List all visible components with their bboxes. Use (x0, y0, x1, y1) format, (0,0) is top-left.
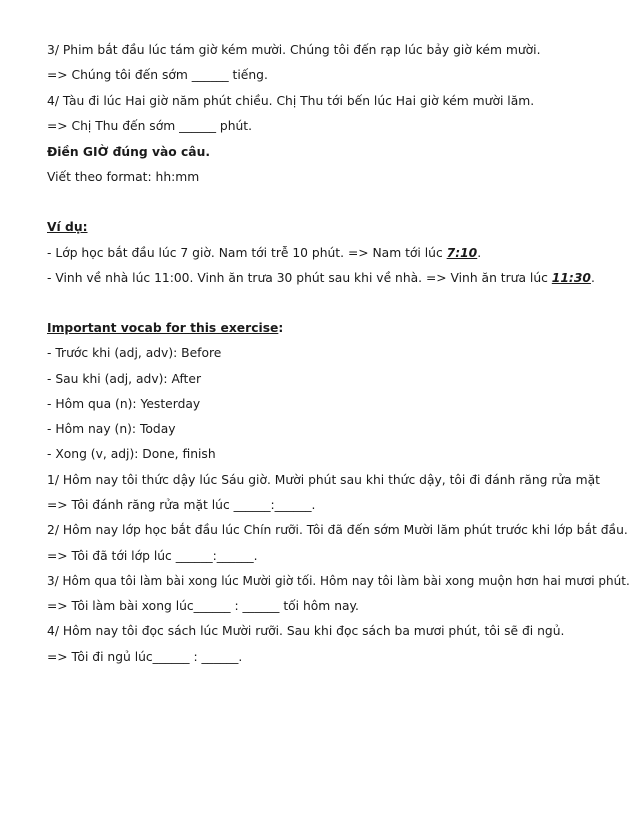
answer-line: => Tôi đã tới lớp lúc ______:______. (47, 549, 258, 563)
example-heading: Ví dụ: (47, 220, 88, 234)
answer-line: => Tôi làm bài xong lúc______ : ______ tối hôm nay. (47, 599, 359, 613)
question-4-answer-line: => Chị Thu đến sớm ______ phút. (47, 119, 253, 133)
example-line (47, 270, 595, 286)
example-end: . (477, 246, 482, 260)
vocab-item: - Hôm nay (n): Today (47, 422, 176, 436)
vocab-item: - Trước khi (adj, adv): Before (47, 346, 222, 360)
question-text: 3/ Hôm qua tôi làm bài xong lúc Mười giờ tối. Hôm nay tôi làm bài xong muộn hơn hai mươi phút. (47, 574, 630, 588)
question-text: 4/ Hôm nay tôi đọc sách lúc Mười rưỡi. Sau khi đọc sách ba mươi phút, tôi sẽ đi ngủ. (47, 624, 565, 638)
section-heading: Điền GIỜ đúng vào câu. (47, 145, 211, 159)
question-3-answer-line: => Chúng tôi đến sớm ______ tiếng. (47, 68, 268, 82)
vocab-item: - Xong (v, adj): Done, finish (47, 447, 216, 461)
example-text: - Lớp học bắt đầu lúc 7 giờ. Nam tới trễ 10 phút. => Nam tới lúc (47, 246, 447, 260)
question-3-text: 3/ Phim bắt đầu lúc tám giờ kém mười. Chúng tôi đến rạp lúc bảy giờ kém mười. (47, 43, 541, 57)
example-line (47, 245, 481, 261)
example-answer: 7:10 (446, 246, 478, 260)
format-note: Viết theo format: hh:mm (47, 170, 200, 184)
question-4-text: 4/ Tàu đi lúc Hai giờ năm phút chiều. Chị Thu tới bến lúc Hai giờ kém mười lăm. (47, 94, 535, 108)
vocab-heading-colon: : (278, 321, 284, 335)
vocab-item: - Sau khi (adj, adv): After (47, 372, 201, 386)
example-text: - Vinh về nhà lúc 11:00. Vinh ăn trưa 30 phút sau khi về nhà. => Vinh ăn trưa lúc (47, 271, 552, 285)
answer-line: => Tôi đánh răng rửa mặt lúc ______:______. (47, 498, 316, 512)
vocab-heading-line (47, 320, 283, 336)
vocab-heading: Important vocab for this exercise (47, 321, 279, 335)
answer-line: => Tôi đi ngủ lúc______ : ______. (47, 650, 243, 664)
question-text: 1/ Hôm nay tôi thức dậy lúc Sáu giờ. Mười phút sau khi thức dậy, tôi đi đánh răng rửa mặt (47, 473, 600, 487)
question-text: 2/ Hôm nay lớp học bắt đầu lúc Chín rưỡi. Tôi đã đến sớm Mười lăm phút trước khi lớp bắt đầu. (47, 523, 628, 537)
example-end: . (590, 271, 595, 285)
example-answer: 11:30 (551, 271, 591, 285)
vocab-item: - Hôm qua (n): Yesterday (47, 397, 201, 411)
